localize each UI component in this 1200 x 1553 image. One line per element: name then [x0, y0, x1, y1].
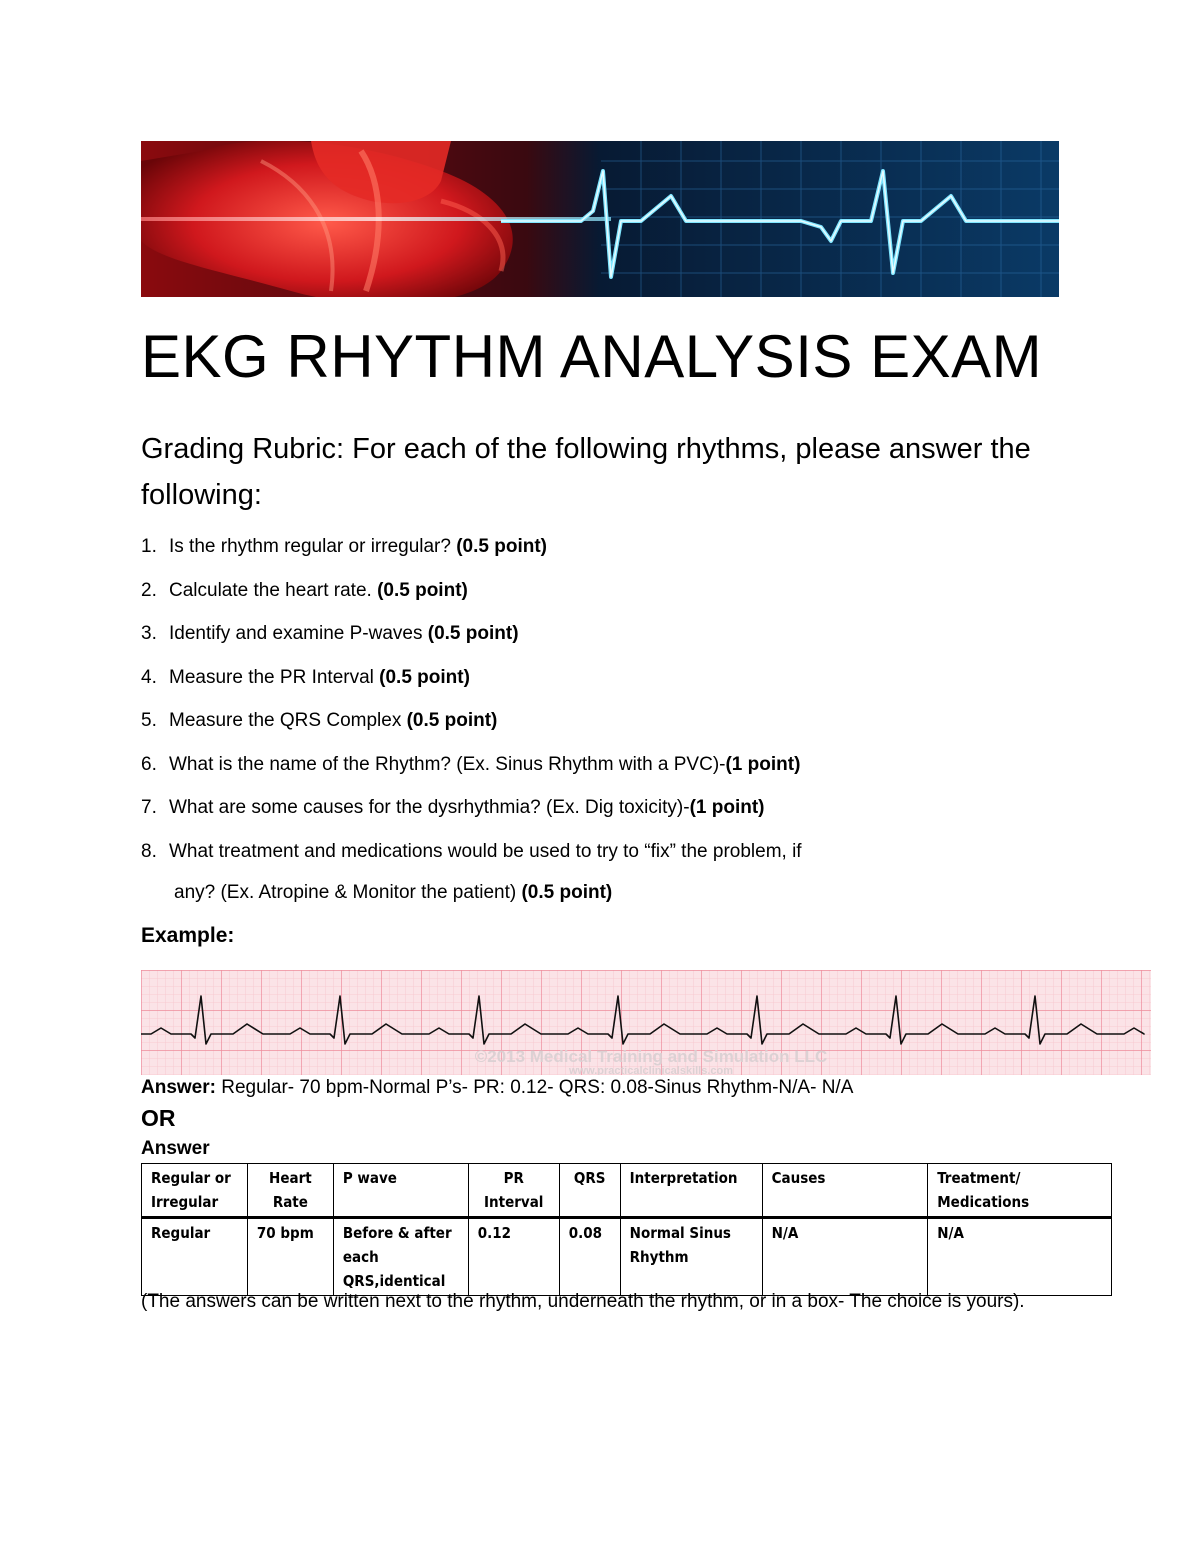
heart-ekg-banner	[141, 141, 1059, 297]
table-cell: Regular	[142, 1218, 248, 1296]
answer-label: Answer	[141, 1138, 210, 1159]
question-8-continuation	[174, 876, 612, 920]
question-number: 8.	[141, 840, 157, 862]
question-number: 1.	[141, 536, 157, 557]
question-number: 6.	[141, 753, 157, 775]
question-text: What treatment and medications would be used to try to “fix” the problem, if	[169, 840, 802, 862]
or-label: OR	[141, 1105, 176, 1131]
question-points: (0.5 point)	[379, 666, 470, 688]
table-header-cell: Regular or Irregular	[142, 1164, 248, 1218]
table-header-row	[142, 1164, 1112, 1218]
question-text: any? (Ex. Atropine & Monitor the patient)	[174, 882, 517, 903]
table-cell: N/A	[928, 1218, 1112, 1296]
question-text: Measure the PR Interval	[169, 666, 374, 688]
question-text: Is the rhythm regular or irregular?	[169, 536, 451, 557]
answer-table	[141, 1163, 1112, 1296]
answer-line	[141, 1077, 853, 1099]
table-cell: 70 bpm	[247, 1218, 333, 1296]
table-header-cell: Causes	[762, 1164, 928, 1218]
page-title: EKG RHYTHM ANALYSIS EXAM	[141, 323, 1043, 390]
table-cell: Before & after each QRS,identical	[333, 1218, 468, 1296]
table-row	[142, 1218, 1112, 1296]
answer-format-note: (The answers can be written next to the rhythm, underneath the rhythm, or in a box- The choice is yours).	[141, 1291, 1025, 1312]
question-points: (0.5 point)	[521, 882, 613, 903]
list-item	[141, 791, 802, 835]
question-number: 4.	[141, 666, 157, 688]
list-item	[141, 748, 802, 792]
question-text: What is the name of the Rhythm? (Ex. Sinus Rhythm with a PVC)-	[169, 753, 726, 775]
question-points: (0.5 point)	[377, 579, 468, 601]
table-cell: N/A	[762, 1218, 928, 1296]
example-label: Example:	[141, 924, 235, 947]
table-header-cell: Treatment/ Medications	[928, 1164, 1112, 1218]
question-number: 7.	[141, 797, 157, 818]
table-cell: 0.12	[468, 1218, 559, 1296]
question-number: 2.	[141, 579, 157, 601]
list-item	[141, 835, 802, 879]
list-item	[141, 574, 802, 618]
table-cell: 0.08	[559, 1218, 620, 1296]
table-header-cell: PR Interval	[468, 1164, 559, 1218]
table-cell: Normal Sinus Rhythm	[620, 1218, 762, 1296]
list-item	[141, 617, 802, 661]
ekg-watermark-url: www.practicalclinicalskills.com	[568, 1065, 734, 1075]
table-header-cell: QRS	[559, 1164, 620, 1218]
table-header-cell: Heart Rate	[247, 1164, 333, 1218]
question-text: What are some causes for the dysrhythmia? (Ex. Dig toxicity)-	[169, 797, 690, 818]
answer-prefix: Answer:	[141, 1077, 216, 1098]
question-points: (1 point)	[725, 753, 801, 775]
table-header-cell: Interpretation	[620, 1164, 762, 1218]
list-item	[141, 704, 802, 748]
ekg-watermark: ©2013 Medical Training and Simulation LLC	[474, 1047, 828, 1066]
answer-text: Regular- 70 bpm-Normal P’s- PR: 0.12- QRS: 0.08-Sinus Rhythm-N/A- N/A	[221, 1077, 854, 1098]
question-number: 5.	[141, 710, 157, 731]
question-text: Calculate the heart rate.	[169, 579, 372, 601]
question-points: (1 point)	[689, 797, 765, 818]
list-item	[141, 530, 802, 574]
list-item	[141, 661, 802, 705]
grading-rubric-intro: Grading Rubric: For each of the following rhythms, please answer the following:	[141, 433, 1031, 511]
question-points: (0.5 point)	[456, 536, 548, 557]
question-points: (0.5 point)	[427, 623, 519, 644]
question-text: Measure the QRS Complex	[169, 710, 402, 731]
ekg-example-strip	[141, 970, 1151, 1075]
question-points: (0.5 point)	[406, 710, 498, 731]
question-number: 3.	[141, 623, 157, 644]
table-header-cell: P wave	[333, 1164, 468, 1218]
question-text: Identify and examine P-waves	[169, 623, 423, 644]
question-list	[141, 530, 802, 903]
